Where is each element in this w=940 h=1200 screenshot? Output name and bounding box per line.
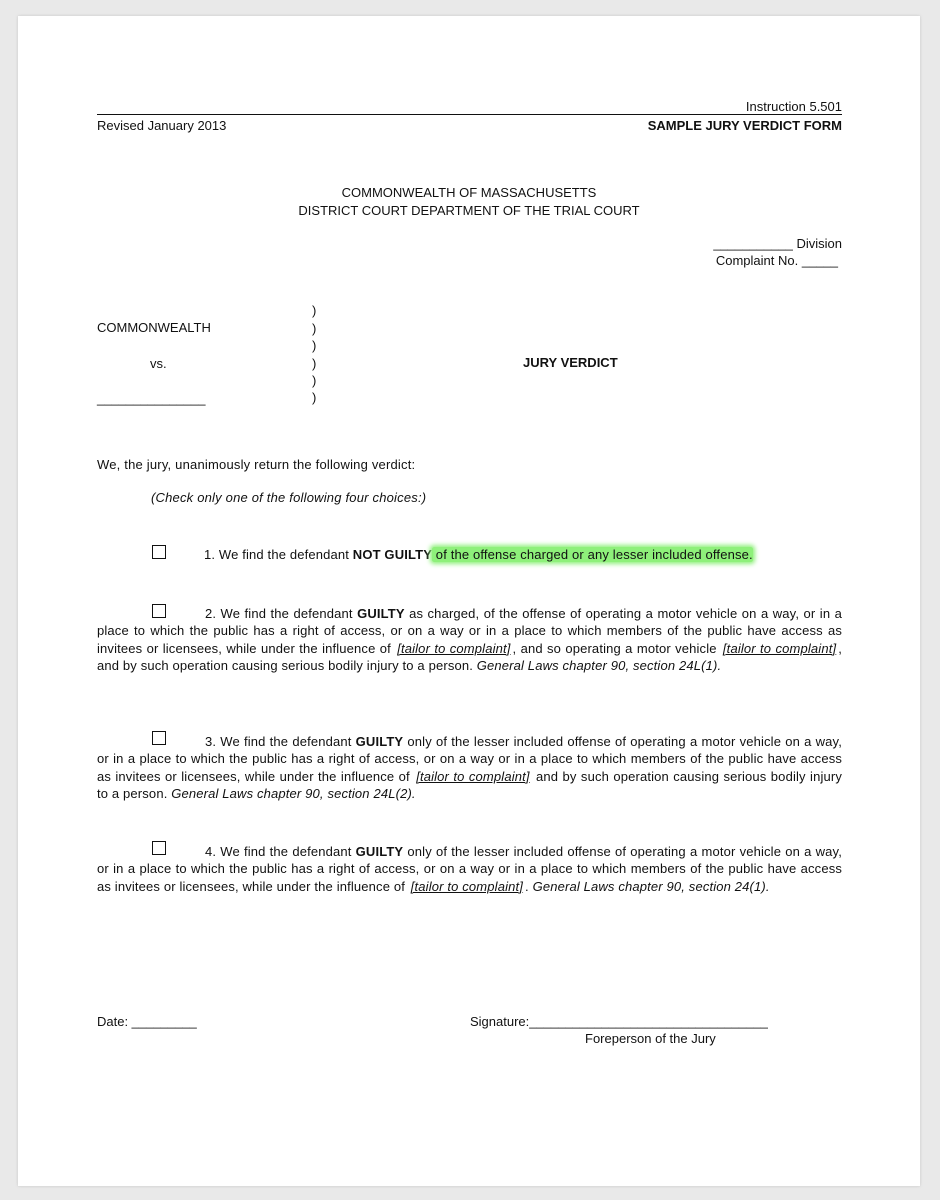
intro-statement: We, the jury, unanimously return the following verdict:: [97, 457, 416, 472]
statute-citation: General Laws chapter 90, section 24(1).: [532, 878, 770, 894]
verdict-guilty: GUILTY: [355, 844, 404, 859]
signature-field[interactable]: Signature:_________________________________: [470, 1014, 768, 1029]
tailor-blank: [tailor to complaint]: [397, 640, 511, 656]
revised-date: Revised January 2013: [97, 118, 227, 133]
choice-instruction: (Check only one of the following four choices:): [151, 490, 427, 505]
complaint-number-field: Complaint No. _____: [715, 253, 838, 268]
division-field: ___________ Division: [713, 236, 842, 251]
jury-verdict-title: JURY VERDICT: [523, 355, 618, 370]
date-field[interactable]: Date: _________: [97, 1014, 197, 1029]
tailor-blank: [tailor to complaint]: [416, 768, 530, 784]
foreperson-label: Foreperson of the Jury: [585, 1031, 716, 1046]
caption-paren: ): [312, 356, 317, 371]
tailor-blank: [tailor to complaint]: [722, 640, 837, 656]
plaintiff-name: COMMONWEALTH: [97, 320, 211, 335]
highlighted-text: of the offense charged or any lesser included offense.: [432, 547, 753, 562]
verdict-not-guilty: NOT GUILTY: [352, 547, 433, 562]
court-name-line1: COMMONWEALTH OF MASSACHUSETTS: [341, 185, 597, 200]
instruction-number: Instruction 5.501: [745, 99, 842, 114]
caption-paren: ): [312, 303, 317, 318]
verdict-guilty: GUILTY: [355, 734, 404, 749]
choice-1-text: 1. We find the defendant NOT GUILTY of the offense charged or any lesser included offense.: [204, 547, 753, 562]
verdict-guilty: GUILTY: [357, 606, 405, 621]
versus-label: vs.: [150, 356, 167, 371]
choice-3-text: 3. We find the defendant GUILTY only of the lesser included offense of operating a motor vehicle on a way, or in a place to which the public has a right of access, or on a way or in a place to which members of the public have access as invitees or licensees, while under the influence of [tailor to complaint] and by such operation causing serious bodily injury to a person. General Laws chapter 90, section 24L(2).: [97, 734, 843, 801]
caption-paren: ): [312, 321, 317, 336]
choice-2-text: 2. We find the defendant GUILTY as charged, of the offense of operating a motor vehicle on a way, or in a place to which the public has a right of access, or on a way or in a place to which members of the public have access as invitees or licensees, while under the influence of [tailor to complaint] , and so operating a motor vehicle [tailor to complaint] , and by such operation causing serious bodily injury to a person. General Laws chapter 90, section 24L(1).: [97, 606, 843, 673]
statute-citation: General Laws chapter 90, section 24L(1).: [476, 657, 722, 673]
form-title: SAMPLE JURY VERDICT FORM: [647, 118, 842, 133]
caption-paren: ): [312, 338, 317, 353]
choice-4-text: 4. We find the defendant GUILTY only of the lesser included offense of operating a motor vehicle on a way, or in a place to which the public has a right of access, or on a way or in a place to which members of the public have access as invitees or licensees, while under the influence of [tailor to complaint] . General Laws chapter 90, section 24(1).: [97, 844, 843, 894]
statute-citation: General Laws chapter 90, section 24L(2).: [171, 785, 416, 801]
caption-paren: ): [312, 373, 317, 388]
tailor-blank: [tailor to complaint]: [410, 878, 524, 894]
caption-paren: ): [312, 390, 317, 405]
court-name-line2: DISTRICT COURT DEPARTMENT OF THE TRIAL COURT: [298, 203, 640, 218]
header-rule: [97, 114, 842, 115]
defendant-blank: _______________: [97, 391, 206, 406]
choice-1-checkbox[interactable]: [152, 545, 166, 559]
document-page: [18, 16, 920, 1186]
